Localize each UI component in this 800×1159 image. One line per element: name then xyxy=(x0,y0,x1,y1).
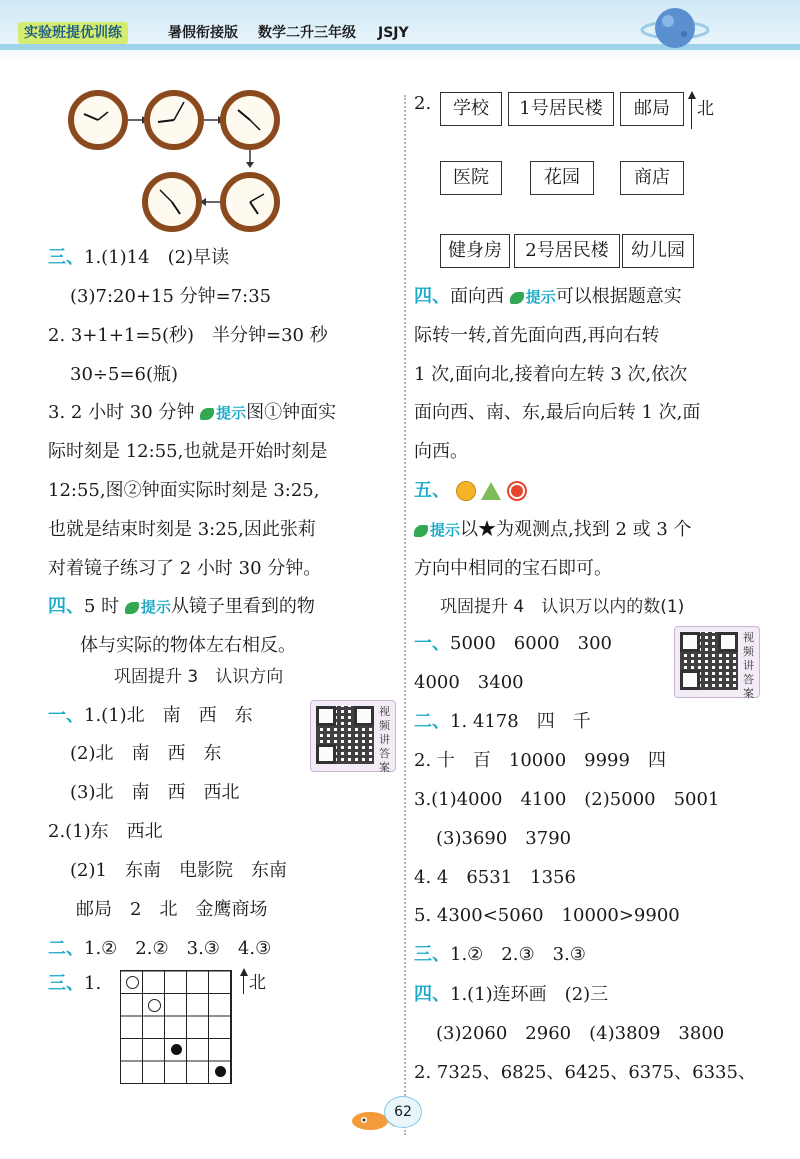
section-number: 二、 xyxy=(414,711,450,732)
answer-text: 5000 6000 300 xyxy=(450,633,612,654)
answer-line: 方向中相同的宝石即可。 xyxy=(414,558,612,579)
place-box: 邮局 xyxy=(620,92,684,126)
section-number: 一、 xyxy=(414,633,450,654)
clock-icon xyxy=(71,93,125,147)
section-number: 一、 xyxy=(48,705,84,726)
book-code: JSJY xyxy=(378,25,409,41)
lesson-title: 巩固提升 4 认识万以内的数(1) xyxy=(440,597,685,617)
answer-text: 1.(1)连环画 (2)三 xyxy=(450,984,609,1005)
section-number: 五、 xyxy=(414,480,450,501)
qr-code-panel[interactable] xyxy=(310,700,396,772)
place-box: 1号居民楼 xyxy=(508,92,614,126)
tip-text: 以 xyxy=(460,519,479,540)
answer-line: (2)1 东南 电影院 东南 xyxy=(70,860,287,881)
answer-line: 1 次,面向北,接着向左转 3 次,依次 xyxy=(414,364,688,385)
clock-sequence xyxy=(64,86,284,236)
answer-line: 面向西、南、东,最后向后转 1 次,面 xyxy=(414,402,701,423)
answer-line: (3)3690 3790 xyxy=(436,828,572,849)
qr-label: 视频讲答案 xyxy=(379,705,390,774)
answer-text: 1.(1)北 南 西 东 xyxy=(84,705,253,726)
answer-line xyxy=(414,516,692,544)
section-number: 三、 xyxy=(48,247,84,268)
answer-line: 30÷5=6(瓶) xyxy=(70,364,179,385)
tip-text: 图①钟面实 xyxy=(246,402,337,423)
answer-line: (3)2060 2960 (4)3809 3800 xyxy=(436,1023,725,1044)
place-box: 幼儿园 xyxy=(622,234,694,268)
position-grid xyxy=(120,970,232,1084)
tip-text: 从镜子里看到的物 xyxy=(170,596,315,617)
lesson-title: 巩固提升 3 认识方向 xyxy=(114,667,284,687)
clock-icon xyxy=(223,93,277,147)
tip-label: 提示 xyxy=(414,521,460,539)
series-badge: 实验班提优训练 xyxy=(18,22,128,44)
tip-label: 提示 xyxy=(125,598,171,616)
answer-line: 际转一转,首先面向西,再向右转 xyxy=(414,325,660,346)
answer-text: 1. 4178 四 千 xyxy=(450,711,591,732)
tip-label: 提示 xyxy=(200,404,246,422)
answer-line: 向西。 xyxy=(414,441,468,462)
triangle-gem-icon xyxy=(481,482,501,500)
answer-line: 对着镜子练习了 2 小时 30 分钟。 xyxy=(48,558,322,579)
answer-line: 5. 4300<5060 10000>9900 xyxy=(414,905,680,926)
qr-label: 视频讲答案 xyxy=(743,631,754,700)
north-arrow-icon xyxy=(688,91,696,99)
subject-label: 数学二升三年级 xyxy=(258,25,356,41)
answer-line xyxy=(48,935,271,963)
north-arrow-icon xyxy=(240,968,248,976)
answer-text: 1.(1)14 (2)早读 xyxy=(84,247,230,268)
answer-line xyxy=(48,593,315,621)
clock-icon xyxy=(147,93,201,147)
leaf-icon xyxy=(200,408,214,420)
sun-gem-icon xyxy=(511,485,523,497)
answer-line: (2)北 南 西 东 xyxy=(70,743,222,764)
grid-marker xyxy=(148,999,161,1012)
answer-line xyxy=(414,981,608,1009)
answer-line xyxy=(414,283,682,311)
north-label: 北 xyxy=(697,99,714,119)
answer-line: 12:55,图②钟面实际时刻是 3:25, xyxy=(48,480,320,501)
answer-text: 1.② 2.③ 3.③ xyxy=(450,944,586,965)
answer-line xyxy=(48,702,253,730)
answer-line: 2. 3+1+1=5(秒) 半分钟=30 秒 xyxy=(48,325,328,346)
answer-line: (3)北 南 西 西北 xyxy=(70,782,240,803)
answer-line: 邮局 2 北 金鹰商场 xyxy=(76,899,268,920)
tip-text: 为观测点,找到 2 或 3 个 xyxy=(496,519,692,540)
column-divider xyxy=(404,95,406,1135)
answer-text: 3. 2 小时 30 分钟 xyxy=(48,402,195,423)
place-box: 2号居民楼 xyxy=(514,234,620,268)
section-number: 三、 xyxy=(48,973,84,994)
answer-line: 2.(1)东 西北 xyxy=(48,821,163,842)
answer-text: 1. xyxy=(84,973,102,994)
tip-label: 提示 xyxy=(510,288,556,306)
clock-icon xyxy=(145,175,199,229)
section-number: 二、 xyxy=(48,938,84,959)
answer-line: 体与实际的物体左右相反。 xyxy=(80,635,296,656)
qr-code[interactable] xyxy=(316,706,374,764)
page-number: 62 xyxy=(384,1096,422,1128)
section-number: 四、 xyxy=(414,286,450,307)
answer-line xyxy=(48,399,336,427)
north-arrow-line xyxy=(243,974,244,994)
answer-line: 2. xyxy=(414,93,432,114)
place-box: 医院 xyxy=(440,161,502,195)
place-box: 健身房 xyxy=(440,234,510,268)
place-box: 学校 xyxy=(440,92,502,126)
clock-icon xyxy=(223,175,277,229)
place-box: 花园 xyxy=(530,161,594,195)
leaf-icon xyxy=(125,602,139,614)
grid-marker xyxy=(171,1044,182,1055)
answer-line: 4000 3400 xyxy=(414,672,524,693)
answer-line: 4. 4 6531 1356 xyxy=(414,867,576,888)
section-number: 三、 xyxy=(414,944,450,965)
page-header xyxy=(0,0,800,62)
leaf-icon xyxy=(414,525,428,537)
circle-gem-icon xyxy=(456,481,476,501)
answer-line xyxy=(48,244,229,272)
qr-code[interactable] xyxy=(680,632,738,690)
answer-line: 2. 7325、6825、6425、6375、6335、 xyxy=(414,1062,756,1083)
answer-line: 际时刻是 12:55,也就是开始时刻是 xyxy=(48,441,328,462)
answer-line: 3.(1)4000 4100 (2)5000 5001 xyxy=(414,789,720,810)
section-number: 四、 xyxy=(414,984,450,1005)
north-label: 北 xyxy=(249,973,266,993)
answer-line: 2. 十 百 10000 9999 四 xyxy=(414,750,666,771)
answer-line xyxy=(414,941,586,969)
north-arrow-line xyxy=(691,97,692,129)
tip-text: 可以根据题意实 xyxy=(555,286,682,307)
answer-line xyxy=(414,630,612,658)
answer-line xyxy=(414,708,591,736)
qr-code-panel[interactable] xyxy=(674,626,760,698)
place-box: 商店 xyxy=(620,161,684,195)
edition-label: 暑假衔接版 xyxy=(168,25,238,41)
answer-line xyxy=(48,970,101,998)
answer-line xyxy=(414,477,523,505)
planet-icon xyxy=(640,2,710,54)
answer-text: 5 时 xyxy=(84,596,120,617)
answer-line: 也就是结束时刻是 3:25,因此张莉 xyxy=(48,519,316,540)
answer-text: 面向西 xyxy=(450,286,504,307)
star-icon: ★ xyxy=(478,519,497,540)
answer-line: (3)7:20+15 分钟=7:35 xyxy=(70,286,272,307)
section-number: 四、 xyxy=(48,596,84,617)
leaf-icon xyxy=(510,292,524,304)
answer-text: 1.② 2.② 3.③ 4.③ xyxy=(84,938,272,959)
grid-marker xyxy=(126,976,139,989)
grid-marker xyxy=(215,1066,226,1077)
